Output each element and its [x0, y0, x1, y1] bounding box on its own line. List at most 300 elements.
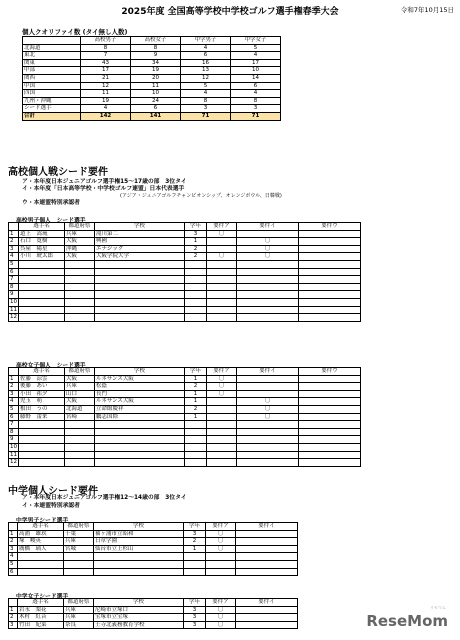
table-cell [94, 568, 184, 576]
table-cell: 袖ヶ浦市立昭和 [94, 530, 184, 538]
table-cell [206, 553, 236, 561]
table-cell: 兵庫 [64, 538, 94, 546]
table-cell: 木村 紅音 [18, 614, 64, 622]
table-cell: 石口 寛樹 [19, 238, 65, 246]
table-cell [65, 428, 95, 436]
table-cell: 道上 嵩琉 [19, 230, 65, 238]
total-cell: 141 [131, 112, 181, 120]
table-row [9, 459, 361, 467]
table-cell: 4 [231, 90, 281, 98]
table-cell [185, 314, 207, 322]
column-header [23, 37, 81, 45]
table-row [9, 375, 361, 383]
table-cell: 2 [185, 245, 207, 253]
table-cell: 12 [81, 82, 131, 90]
table-cell [95, 314, 185, 322]
table-cell [299, 260, 361, 268]
table-cell: 9 [9, 291, 19, 299]
table-cell: 7 [9, 276, 19, 284]
table-cell [207, 238, 237, 246]
junior-high-requirement-i: イ・本連盟特別承認者 [22, 503, 80, 509]
table-cell [184, 560, 206, 568]
table-row [9, 436, 361, 444]
column-header: 要件イ [237, 368, 299, 376]
table-cell [207, 283, 237, 291]
table-cell: 東北 [23, 52, 81, 60]
table-cell: 2 [9, 614, 18, 622]
table-cell [236, 530, 298, 538]
table-cell: 16 [181, 59, 231, 67]
table-header-row [9, 223, 361, 231]
table-cell [94, 553, 184, 561]
table-cell: 4 [9, 253, 19, 261]
table-cell: 8 [9, 428, 19, 436]
table-cell: 〇 [237, 253, 299, 261]
column-header [9, 599, 18, 607]
table-cell [299, 421, 361, 429]
table-row [9, 306, 361, 314]
table-cell [299, 428, 361, 436]
junior-high-girls-body [9, 599, 298, 629]
table-cell: 3 [9, 621, 18, 629]
table-cell: 3 [184, 614, 206, 622]
table-cell [299, 398, 361, 406]
table-row [9, 298, 361, 306]
table-cell [299, 405, 361, 413]
table-cell: 9 [131, 52, 181, 60]
table-cell: 12 [10, 459, 17, 466]
table-cell [207, 298, 237, 306]
high-school-girls-body [9, 368, 361, 467]
column-header: 都道府県 [64, 599, 94, 607]
table-cell: 6 [9, 413, 19, 421]
table-cell [19, 276, 65, 284]
table-cell [299, 390, 361, 398]
table-cell [65, 451, 95, 459]
table-row [9, 621, 298, 629]
table-cell: 3 [185, 230, 207, 238]
table-cell: 6 [231, 82, 281, 90]
table-cell: 関東 [23, 59, 81, 67]
table-row [23, 67, 281, 75]
total-cell: 71 [181, 112, 231, 120]
column-header: 都道府県 [65, 223, 95, 231]
table-row [9, 383, 361, 391]
table-cell: 塚 峻英 [18, 538, 64, 546]
table-cell: 8 [131, 44, 181, 52]
table-cell: 1 [9, 606, 18, 614]
column-header [9, 223, 19, 231]
table-cell [237, 421, 299, 429]
table-cell [65, 436, 95, 444]
table-cell [299, 245, 361, 253]
table-cell [206, 568, 236, 576]
table-cell: 19 [131, 67, 181, 75]
junior-high-boys-caption: 中学男子シード選手 [16, 518, 69, 524]
table-cell: 14 [231, 74, 281, 82]
column-header: 要件ア [207, 223, 237, 231]
high-school-requirement-i-note: (アジア・ジュニアゴルフチャンピオンシップ、オレンジボウル、日韓戦) [120, 193, 282, 199]
table-row [9, 260, 361, 268]
table-cell [95, 268, 185, 276]
high-school-requirement-u: ウ・本連盟特別承認者 [22, 200, 80, 206]
table-cell: 4 [231, 52, 281, 60]
table-cell [237, 375, 299, 383]
junior-high-girls-caption: 中学女子シード選手 [16, 594, 69, 600]
table-cell [65, 276, 95, 284]
table-cell [299, 230, 361, 238]
table-row [23, 44, 281, 52]
table-cell [185, 268, 207, 276]
column-header: 選手名 [19, 223, 65, 231]
total-row [23, 112, 281, 120]
column-header: 選手名 [18, 523, 64, 531]
quota-table [22, 36, 281, 121]
table-cell: 1 [185, 238, 207, 246]
table-cell [236, 545, 298, 553]
table-cell: 大阪 [65, 253, 95, 261]
table-row [9, 553, 298, 561]
table-cell: 尼崎市立塚口 [94, 606, 184, 614]
table-cell: 17 [81, 67, 131, 75]
table-cell [65, 260, 95, 268]
table-cell [299, 443, 361, 451]
table-cell: 1 [185, 375, 207, 383]
table-cell [19, 459, 65, 467]
table-cell [207, 436, 237, 444]
table-row [23, 74, 281, 82]
high-school-heading: 高校個人戦シード要件 [8, 167, 108, 178]
table-cell [207, 459, 237, 467]
table-row [9, 560, 298, 568]
table-cell: 11 [131, 82, 181, 90]
table-cell: 廣橋 璃人 [18, 545, 64, 553]
table-row [9, 283, 361, 291]
table-cell [299, 383, 361, 391]
table-cell: 松蔭 [95, 383, 185, 391]
table-cell: 1 [185, 413, 207, 421]
table-row [9, 568, 298, 576]
table-cell: 4 [181, 90, 231, 98]
table-cell [299, 314, 361, 322]
table-cell: 藤野 蕾来 [19, 413, 65, 421]
table-cell [236, 568, 298, 576]
table-cell: 〇 [206, 606, 236, 614]
table-cell: 6 [181, 52, 231, 60]
column-header [9, 523, 18, 531]
column-header: 高校女子 [131, 37, 181, 45]
table-cell [237, 276, 299, 284]
table-cell [19, 314, 65, 322]
table-cell [65, 298, 95, 306]
table-row [9, 314, 361, 322]
high-school-girls-table [8, 367, 361, 467]
table-row [9, 230, 361, 238]
table-cell [185, 428, 207, 436]
table-cell: ルネサンス大阪 [95, 375, 185, 383]
column-header: 都道府県 [65, 368, 95, 376]
table-cell: 4 [9, 553, 18, 561]
table-cell [299, 276, 361, 284]
table-cell [207, 306, 237, 314]
table-cell [19, 291, 65, 299]
table-cell: 興國 [95, 238, 185, 246]
column-header: 高校男子 [81, 37, 131, 45]
table-row [9, 245, 361, 253]
table-header-row [9, 599, 298, 607]
table-cell [207, 451, 237, 459]
table-cell: 8 [81, 44, 131, 52]
table-cell: 後藤 あい [19, 383, 65, 391]
table-cell [236, 614, 298, 622]
table-cell: 10 [10, 298, 17, 305]
table-cell [207, 413, 237, 421]
table-cell [19, 428, 65, 436]
table-cell: 佐藤 涼雲 [19, 375, 65, 383]
table-cell: 11 [81, 90, 131, 98]
table-cell: 大阪学院大学 [95, 253, 185, 261]
table-cell [19, 268, 65, 276]
table-cell [19, 298, 65, 306]
table-cell: 〇 [237, 405, 299, 413]
table-cell: 宮崎 [65, 413, 95, 421]
column-header: 要件ア [206, 523, 236, 531]
table-cell: 5 [231, 44, 281, 52]
table-cell: 19 [81, 97, 131, 105]
table-cell: ルネサンス大阪 [95, 398, 185, 406]
watermark-subtext: リセマム [430, 605, 446, 610]
table-cell [18, 560, 64, 568]
table-cell [19, 283, 65, 291]
table-cell: 奈良 [64, 621, 94, 629]
junior-high-heading: 中学個人シード要件 [8, 486, 98, 497]
table-cell: 1 [184, 545, 206, 553]
table-cell [185, 283, 207, 291]
table-header-row [23, 37, 281, 45]
table-cell [299, 436, 361, 444]
total-cell: 71 [231, 112, 281, 120]
table-cell: 大阪 [65, 398, 95, 406]
table-cell: 10 [10, 443, 17, 450]
table-cell [207, 421, 237, 429]
table-cell [19, 306, 65, 314]
table-cell [65, 291, 95, 299]
table-cell [65, 421, 95, 429]
table-cell: 10 [131, 90, 181, 98]
table-cell: 2 [185, 383, 207, 391]
table-cell [65, 283, 95, 291]
table-cell: 〇 [206, 530, 236, 538]
column-header: 学年 [185, 368, 207, 376]
table-cell [95, 436, 185, 444]
table-cell [237, 291, 299, 299]
table-row [23, 90, 281, 98]
table-cell: 中国 [23, 82, 81, 90]
table-row [9, 538, 298, 546]
table-cell [299, 298, 361, 306]
column-header: 要件イ [236, 599, 298, 607]
table-row [9, 413, 361, 421]
column-header: 中学女子 [231, 37, 281, 45]
table-cell: 〇 [237, 238, 299, 246]
table-cell [65, 314, 95, 322]
table-cell [207, 268, 237, 276]
table-cell [19, 436, 65, 444]
table-cell: 小川 琥太郎 [19, 253, 65, 261]
table-row [9, 253, 361, 261]
column-header: 要件ア [206, 599, 236, 607]
table-cell [207, 405, 237, 413]
table-row [9, 291, 361, 299]
table-cell: 兵庫 [65, 230, 95, 238]
table-cell [95, 451, 185, 459]
table-cell [185, 421, 207, 429]
table-cell: 8 [9, 283, 19, 291]
table-cell [19, 421, 65, 429]
column-header: 要件イ [236, 523, 298, 531]
table-cell: 3 [181, 105, 231, 113]
table-cell: 滝川第二 [95, 230, 185, 238]
column-header: 学年 [184, 523, 206, 531]
table-cell [64, 553, 94, 561]
table-cell: 13 [181, 67, 231, 75]
table-cell: 千葉 [64, 530, 94, 538]
table-cell: 〇 [237, 245, 299, 253]
table-cell [95, 459, 185, 467]
high-school-boys-table [8, 222, 361, 322]
table-cell: 2 [185, 253, 207, 261]
table-cell: 兵庫 [65, 383, 95, 391]
table-cell: 4 [81, 105, 131, 113]
table-cell [185, 443, 207, 451]
table-row [9, 428, 361, 436]
table-cell [185, 276, 207, 284]
table-row [23, 105, 281, 113]
table-cell [207, 276, 237, 284]
document-date: 令和7年10月15日 [400, 6, 454, 14]
table-cell [184, 553, 206, 561]
table-header-row [9, 368, 361, 376]
table-cell: 24 [131, 97, 181, 105]
table-cell [237, 230, 299, 238]
table-cell: 5 [9, 560, 18, 568]
column-header: 学校 [94, 599, 184, 607]
table-row [9, 545, 298, 553]
table-header-row [9, 523, 298, 531]
column-header: 学年 [184, 599, 206, 607]
table-cell: 〇 [206, 538, 236, 546]
table-cell [207, 314, 237, 322]
column-header: 選手名 [18, 599, 64, 607]
table-cell [19, 443, 65, 451]
table-cell [299, 451, 361, 459]
table-cell [237, 298, 299, 306]
table-cell [237, 428, 299, 436]
table-cell: 7 [9, 421, 19, 429]
column-header: 要件ウ [299, 368, 361, 376]
table-cell: 岩永 梨花 [18, 606, 64, 614]
table-cell: 17 [231, 59, 281, 67]
table-cell: シード選手 [23, 105, 81, 113]
table-row [9, 421, 361, 429]
table-cell: 立命館慶祥 [95, 405, 185, 413]
table-cell [237, 451, 299, 459]
table-cell: 〇 [237, 398, 299, 406]
table-cell: 兵庫 [64, 614, 94, 622]
table-cell: 四国 [23, 90, 81, 98]
table-cell: 5 [9, 405, 19, 413]
table-cell: 鵬志国際 [95, 413, 185, 421]
table-cell [95, 428, 185, 436]
table-cell: 〇 [207, 253, 237, 261]
table-cell [299, 413, 361, 421]
table-cell: 8 [231, 97, 281, 105]
table-cell: 1 [185, 398, 207, 406]
table-cell [95, 421, 185, 429]
table-cell [185, 436, 207, 444]
table-row [9, 530, 298, 538]
table-cell: 34 [131, 59, 181, 67]
table-cell: 日章学園 [94, 538, 184, 546]
table-row [23, 52, 281, 60]
table-cell: 1 [9, 230, 19, 238]
table-cell: 沖縄 [65, 245, 95, 253]
quota-table-body [23, 37, 281, 121]
table-cell [237, 268, 299, 276]
table-cell: 1 [9, 530, 18, 538]
table-cell: 根田 うの [19, 405, 65, 413]
table-row [9, 268, 361, 276]
table-cell: 〇 [207, 383, 237, 391]
table-cell: 〇 [206, 614, 236, 622]
total-cell: 合計 [23, 112, 81, 120]
table-row [23, 59, 281, 67]
table-cell [236, 560, 298, 568]
table-cell: 1 [185, 390, 207, 398]
table-cell: 6 [131, 105, 181, 113]
table-cell: 北海道 [65, 405, 95, 413]
table-cell [18, 553, 64, 561]
table-cell [237, 260, 299, 268]
table-cell [184, 568, 206, 576]
table-cell: 3 [231, 105, 281, 113]
table-cell: 兵庫 [64, 606, 94, 614]
table-cell: 宝塚市立宝塚 [94, 614, 184, 622]
table-row [9, 443, 361, 451]
column-header: 要件ウ [299, 223, 361, 231]
table-cell: 大阪 [65, 238, 95, 246]
table-cell [64, 568, 94, 576]
high-school-boys-body [9, 223, 361, 322]
table-cell: 小田 祐夕 [19, 390, 65, 398]
quota-table-caption: 個人クオリファイ数 (タイ無し人数) [22, 28, 128, 36]
table-cell: 高浦 雄玖 [18, 530, 64, 538]
junior-high-requirement-a: ア・本年度日本ジュニアゴルフ選手権12〜14歳の部 3位タイ [22, 495, 187, 501]
table-row [23, 97, 281, 105]
table-cell: 〇 [207, 375, 237, 383]
table-cell: 12 [181, 74, 231, 82]
table-cell [65, 443, 95, 451]
table-cell [299, 268, 361, 276]
table-cell [299, 291, 361, 299]
table-cell [236, 538, 298, 546]
table-cell [94, 560, 184, 568]
column-header: 学年 [185, 223, 207, 231]
table-cell: 5 [9, 260, 19, 268]
table-cell [237, 390, 299, 398]
total-cell: 142 [81, 112, 131, 120]
table-cell: 九州・沖縄 [23, 97, 81, 105]
